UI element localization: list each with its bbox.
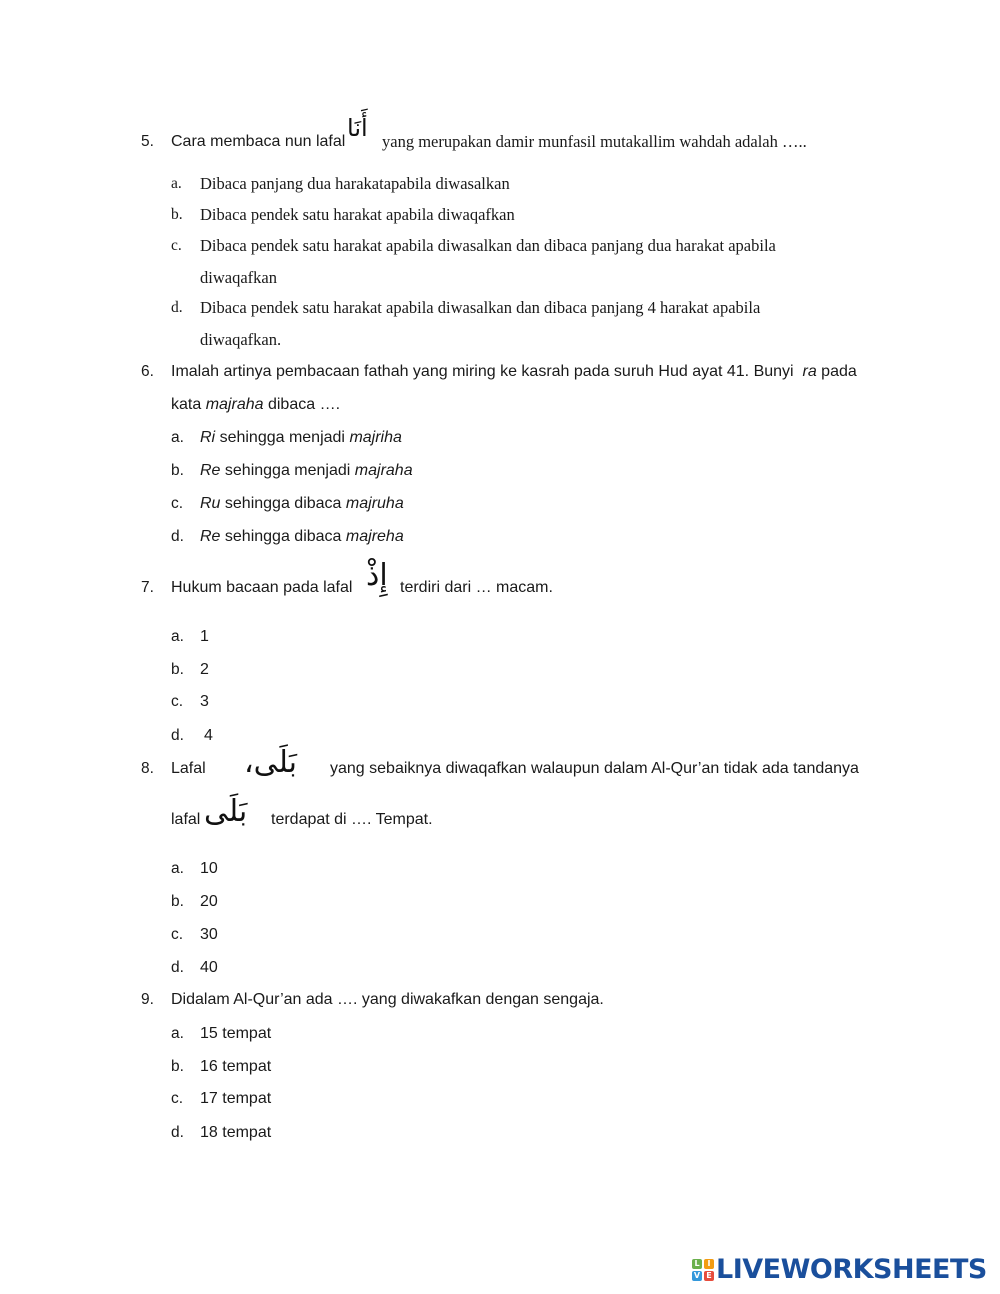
question-6-option-c-it1: Ru — [200, 495, 221, 512]
question-6-pada: pada — [821, 363, 857, 380]
question-6-option-a-letter: a. — [171, 429, 184, 446]
question-8-option-c-letter: c. — [171, 926, 184, 943]
question-6-option-b-letter: b. — [171, 462, 184, 479]
question-5-option-a-letter: a. — [171, 175, 182, 192]
question-8-arabic-lafal-1: بَلَى، — [244, 745, 297, 780]
question-5-option-b[interactable]: Dibaca pendek satu harakat apabila diwaqafkan — [200, 205, 515, 224]
question-9-text: Didalam Al-Qur’an ada …. yang diwakafkan dengan sengaja. — [171, 991, 604, 1008]
question-8-text-after: yang sebaiknya diwaqafkan walaupun dalam Al-Qur’an tidak ada tandanya — [330, 760, 859, 777]
question-7-number: 7. — [141, 579, 154, 596]
question-6-dibaca: dibaca …. — [267, 396, 341, 413]
liveworksheets-logo-icon — [692, 1259, 714, 1281]
question-6-option-b-mid: sehingga menjadi — [224, 462, 351, 479]
logo-letter-i: I — [704, 1259, 714, 1269]
question-5-arabic-lafal: أَنَا — [347, 114, 368, 142]
question-8-option-a[interactable]: 10 — [200, 860, 218, 877]
logo-letter-v: V — [693, 1271, 701, 1280]
question-7-option-b-letter: b. — [171, 661, 184, 678]
question-8-line2-after: terdapat di …. Tempat. — [271, 811, 433, 828]
question-5-text — [171, 132, 345, 152]
question-8-option-b-letter: b. — [171, 893, 184, 910]
question-7-text-before: Hukum bacaan pada lafal — [171, 579, 353, 596]
question-6-option-c[interactable] — [200, 494, 404, 514]
question-6-ra: ra — [802, 363, 817, 380]
question-7-option-c[interactable]: 3 — [200, 693, 209, 710]
logo-letter-l: L — [692, 1259, 702, 1269]
question-6-option-c-it2: majruha — [345, 495, 404, 512]
question-9-option-a[interactable]: 15 tempat — [200, 1025, 272, 1042]
question-8-option-b[interactable]: 20 — [200, 893, 218, 910]
question-9-option-b-letter: b. — [171, 1058, 184, 1075]
question-6-kata: kata — [171, 396, 202, 413]
question-5-option-c-letter: c. — [171, 237, 182, 254]
question-6-majraha: majraha — [205, 396, 264, 413]
liveworksheets-logo-text: LIVEWORKSHEETS — [716, 1254, 987, 1285]
question-6-option-a-it2: majriha — [349, 429, 402, 446]
question-5-option-b-letter: b. — [171, 206, 183, 223]
question-7-arabic-lafal: إِذْ — [366, 558, 388, 593]
question-9-number: 9. — [141, 991, 154, 1008]
question-5-option-d-line1[interactable]: Dibaca pendek satu harakat apabila diwasalkan dan dibaca panjang 4 harakat apabila — [200, 298, 761, 317]
question-5-option-a[interactable]: Dibaca panjang dua harakatapabila diwasalkan — [200, 174, 510, 193]
question-8-text-before: Lafal — [171, 760, 206, 777]
question-6-option-b[interactable] — [200, 461, 413, 481]
question-5-text-before: Cara membaca nun lafal — [171, 133, 346, 150]
question-9-option-b[interactable]: 16 tempat — [200, 1058, 272, 1075]
question-6-option-d-it1: Re — [200, 528, 221, 545]
question-7-option-d[interactable]: 4 — [204, 727, 213, 744]
question-7-option-b[interactable]: 2 — [200, 661, 209, 678]
question-5-text-after: yang merupakan damir munfasil mutakallim wahdah adalah ….. — [382, 132, 807, 151]
question-8-option-d-letter: d. — [171, 959, 184, 976]
question-9-option-c-letter: c. — [171, 1090, 184, 1107]
question-8-option-c[interactable]: 30 — [200, 926, 218, 943]
question-5-option-d-letter: d. — [171, 299, 183, 316]
question-6-line1 — [171, 362, 857, 382]
question-6-line1-text: Imalah artinya pembacaan fathah yang miring ke kasrah pada suruh Hud ayat 41. Bunyi — [171, 363, 794, 380]
question-5-option-c-line1[interactable]: Dibaca pendek satu harakat apabila diwasalkan dan dibaca panjang dua harakat apabila — [200, 236, 776, 255]
question-8-option-d[interactable]: 40 — [200, 959, 218, 976]
question-6-number: 6. — [141, 363, 154, 380]
question-5-number: 5. — [141, 133, 154, 150]
question-6-option-b-it1: Re — [200, 462, 221, 479]
question-7-option-c-letter: c. — [171, 693, 184, 710]
question-8-option-a-letter: a. — [171, 860, 184, 877]
question-6-option-a-mid: sehingga menjadi — [219, 429, 345, 446]
question-7-option-a-letter: a. — [171, 628, 184, 645]
question-6-option-c-letter: c. — [171, 495, 184, 512]
question-6-line2 — [171, 395, 340, 415]
question-8-number: 8. — [141, 760, 154, 777]
question-5-option-c-line2[interactable]: diwaqafkan — [200, 268, 277, 287]
question-6-option-a-it1: Ri — [200, 429, 216, 446]
question-8-line2-before: lafal — [171, 811, 201, 828]
question-6-option-b-it2: majraha — [354, 462, 413, 479]
question-9-option-d-letter: d. — [171, 1124, 184, 1141]
question-9-option-a-letter: a. — [171, 1025, 184, 1042]
question-5-option-d-line2[interactable]: diwaqafkan. — [200, 330, 282, 349]
question-7-option-d-letter: d. — [171, 727, 184, 744]
question-6-option-d[interactable] — [200, 527, 404, 547]
question-6-option-d-it2: majreha — [345, 528, 404, 545]
question-6-option-d-mid: sehingga dibaca — [224, 528, 342, 545]
question-9-option-d[interactable]: 18 tempat — [200, 1124, 272, 1141]
question-9-option-c[interactable]: 17 tempat — [200, 1090, 272, 1107]
logo-letter-e: E — [704, 1271, 714, 1281]
question-6-option-c-mid: sehingga dibaca — [224, 495, 342, 512]
question-6-option-a[interactable] — [200, 428, 402, 448]
question-8-arabic-lafal-2: بَلَى — [204, 794, 248, 829]
question-6-option-d-letter: d. — [171, 528, 184, 545]
question-7-option-a[interactable]: 1 — [200, 628, 209, 645]
question-7-text-after: terdiri dari … macam. — [400, 579, 553, 596]
